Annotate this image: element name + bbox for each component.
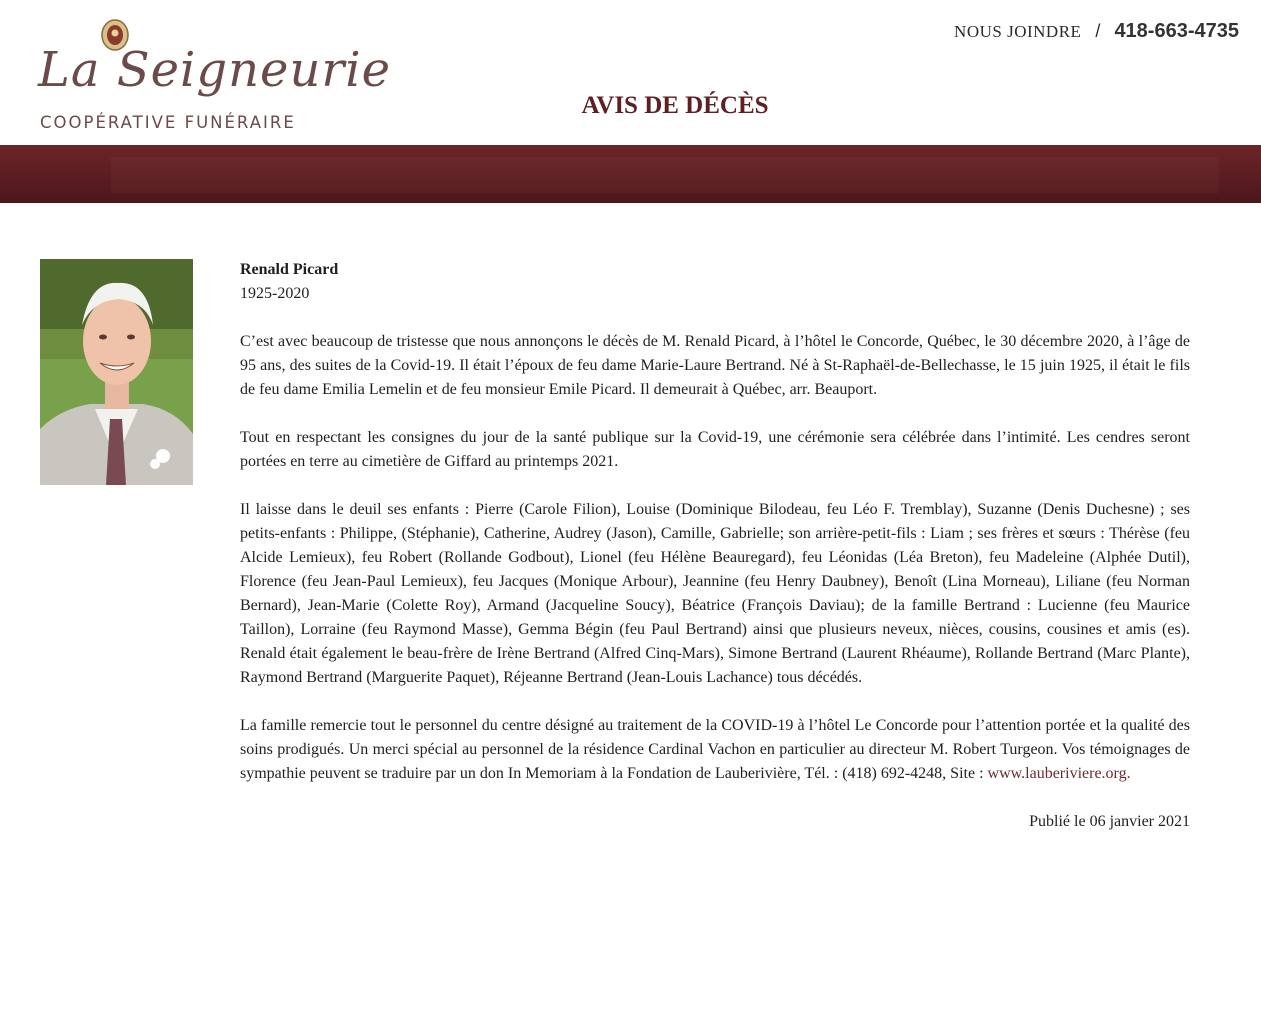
- deceased-years: 1925-2020: [240, 285, 310, 302]
- logo-script-text: La Seigneurie: [38, 42, 392, 98]
- obituary-paragraph-3: Il laisse dans le deuil ses enfants : Pierre (Carole Filion), Louise (Dominique Bilodeau, feu Léo F. Tremblay), Suzanne (Denis Duchesne) ; ses petits-enfants : Philippe, (Stéphanie), Catherine, Audrey (Jason), Camille, Gabrielle; son arrière-petit-fils : Liam ; ses frères et sœurs : Thérèse (feu Alcide Lemieux), feu Robert (Rollande Godbout), Lionel (feu Hélène Beauregard), feu Léonidas (Léa Breton), feu Madeleine (Alphée Dutil), Florence (feu Jean-Paul Lemieux), feu Jacques (Monique Arbour), Jeannine (feu Henry Daubney), Benoît (Lina Morneau), Liliane (feu Norman Bernard), Jean-Marie (Colette Roy), Armand (Jacqueline Soucy), Béatrice (François Daviau); de la famille Bertrand : Lucienne (feu Maurice Taillon), Lorraine (feu Raymond Masse), Gemma Bégin (feu Paul Bertrand) ainsi que plusieurs neveux, nièces, cousins, cousines et amis (es). Renald était également le beau-frère de Irène Bertrand (Alfred Cinq-Mars), Simone Bertrand (Laurent Rhéaume), Rollande Bertrand (Marc Plante), Raymond Bertrand (Marguerite Paquet), Réjeanne Bertrand (Jean-Louis Lachance) tous décédés.: [240, 501, 1190, 686]
- contact-bar: [954, 20, 1239, 43]
- donation-text: La famille remercie tout le personnel du centre désigné au traitement de la COVID-19 à l’hôtel Le Concorde pour l’attention portée et la qualité des soins prodigués. Un merci spécial au personnel de la résidence Cardinal Vachon en particulier au directeur M. Robert Turgeon. Vos témoignages de sympathie peuvent se traduire par un don In Memoriam à la Fondation de Lauberivière, Tél. : (418) 692-4248, Site :: [240, 717, 1190, 782]
- nav-bar: [111, 157, 1219, 193]
- site-logo[interactable]: [38, 18, 392, 138]
- published-date: Publié le 06 janvier 2021: [1029, 813, 1190, 830]
- contact-link[interactable]: NOUS JOINDRE: [954, 21, 1082, 41]
- phone-number[interactable]: 418-663-4735: [1114, 20, 1239, 42]
- obituary-paragraph-1: C’est avec beaucoup de tristesse que nous annonçons le décès de M. Renald Picard, à l’hôtel le Concorde, Québec, le 30 décembre 2020, à l’âge de 95 ans, des suites de la Covid-19. Il était l’époux de feu dame Marie-Laure Bertrand. Né à St-Raphaël-de-Bellechasse, le 15 juin 1925, il était le fils de feu dame Emilia Lemelin et de feu monsieur Emile Picard. Il demeurait à Québec, arr. Beauport.: [240, 333, 1190, 398]
- site-header: [0, 0, 1261, 145]
- deceased-name: Renald Picard: [240, 261, 339, 278]
- page-title: AVIS DE DÉCÈS: [581, 92, 769, 119]
- obituary-paragraph-2: Tout en respectant les consignes du jour de la santé publique sur la Covid-19, une cérémonie sera célébrée dans l’intimité. Les cendres seront portées en terre au cimetière de Giffard au printemps 2021.: [240, 429, 1190, 470]
- deceased-photo: [40, 259, 193, 485]
- logo-subtitle: COOPÉRATIVE FUNÉRAIRE: [40, 113, 296, 132]
- header-band: [0, 145, 1261, 203]
- obituary-paragraph-4: [240, 714, 1190, 786]
- contact-separator: /: [1095, 21, 1101, 41]
- obituary-content: [240, 258, 1190, 834]
- donation-link[interactable]: www.lauberiviere.org.: [987, 765, 1131, 782]
